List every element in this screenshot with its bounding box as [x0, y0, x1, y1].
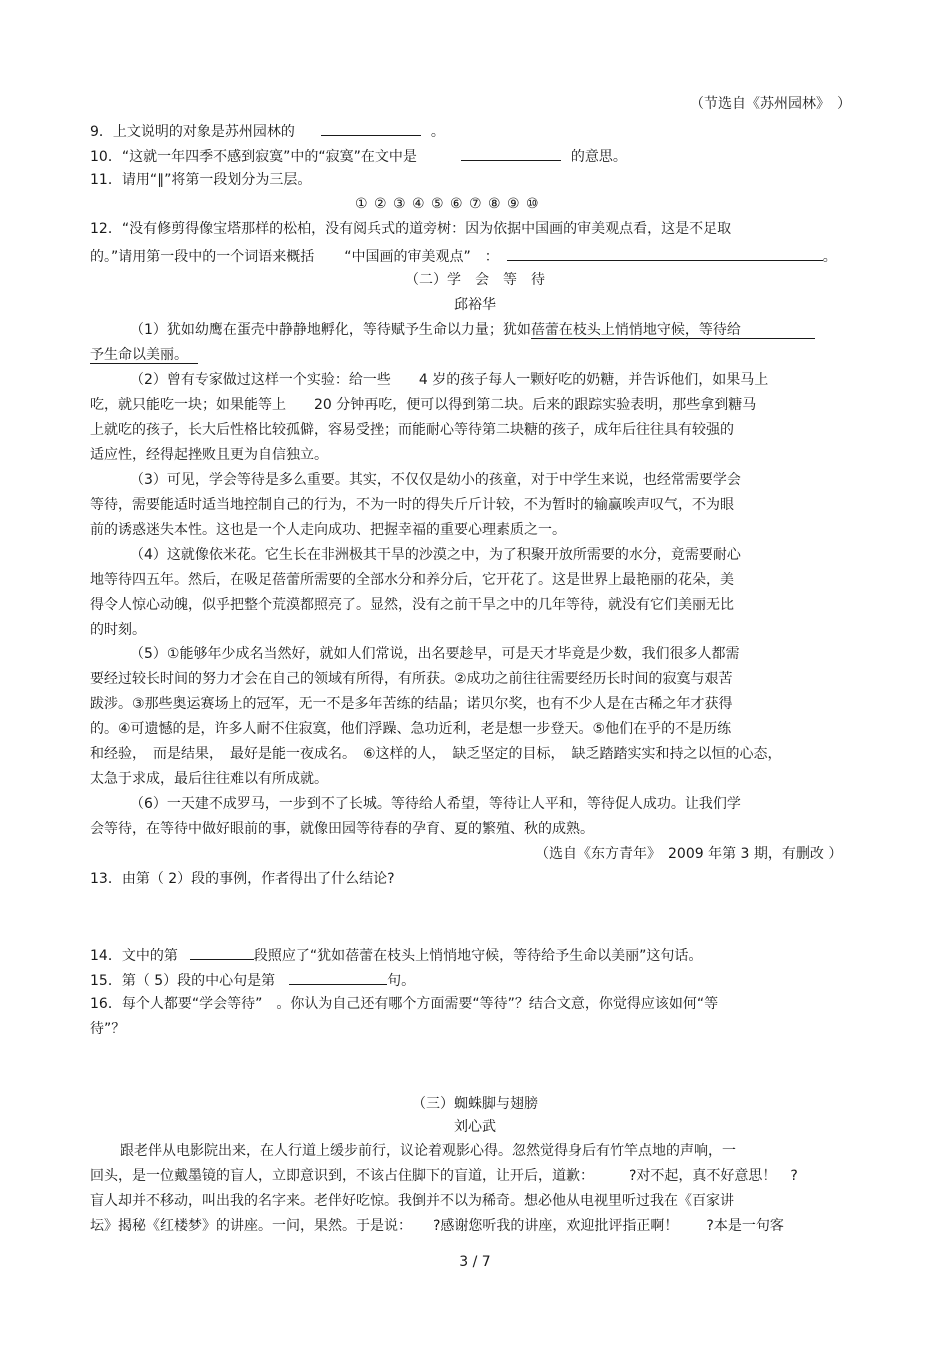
section2-paragraph-5-line1: （5）①能够年少成名当然好，就如人们常说，出名要趁早，可是天才毕竟是少数，我们很多人都需	[130, 646, 740, 662]
question-15-text: 15．第（ 5）段的中心句是第	[90, 973, 276, 989]
question-12-line2	[90, 246, 837, 266]
paragraph-1-underlined-part: 蓓蕾在枝头上悄悄地守候，等待给	[531, 322, 815, 339]
section2-paragraph-5-line6: 太急于求成，最后往往难以有所成就。	[90, 771, 328, 787]
section2-paragraph-5-line5: 和经验， 而是结果， 最好是能一夜成名。 ⑥这样的人， 缺乏坚定的目标， 缺乏踏踏实实和持之以恒的心态，	[90, 746, 782, 762]
section2-paragraph-5-line4: 的。④可遗憾的是，许多人耐不住寂寞，他们浮躁、急功近利，老是想一步登天。⑤他们在乎的不是历练	[90, 721, 732, 737]
question-14	[90, 945, 702, 965]
section2-paragraph-6-line1: （6）一天建不成罗马，一步到不了长城。等待给人希望，等待让人平和，等待促人成功。让我们学	[130, 796, 741, 812]
section2-paragraph-4-line4: 的时刻。	[90, 622, 146, 638]
answer-blank-14[interactable]	[190, 945, 254, 960]
question-12-quote: “中国画的审美观点”	[344, 249, 471, 265]
section2-paragraph-1-line2	[90, 346, 198, 364]
section2-paragraph-2-line3: 上就吃的孩子，长大后性格比较孤僻，容易受挫；而能耐心等待第二块糖的孩子，成年后往往具有较强的	[90, 422, 734, 438]
question-12-end: 。	[822, 249, 837, 265]
section2-paragraph-3-line2: 等待，需要能适时适当地控制自己的行为，不为一时的得失斤斤计较，不为暂时的输赢唉声叹气，不为眼	[90, 497, 734, 513]
page-number: 3 / 7	[459, 1254, 491, 1270]
circled-number-markers: ① ② ③ ④ ⑤ ⑥ ⑦ ⑧ ⑨ ⑩	[355, 196, 540, 212]
section3-author: 刘心武	[454, 1119, 496, 1135]
paragraph-1-underlined-end: 予生命以美丽。	[90, 347, 198, 364]
question-9-end: 。	[430, 124, 445, 140]
section2-source: （选自《东方青年》 2009 年第 3 期，有删改 ）	[535, 846, 843, 862]
section2-paragraph-5-line3: 跋涉。③那些奥运赛场上的冠军，无一不是多年苦练的结晶；诺贝尔奖，也有不少人是在古稀之年才获得	[90, 696, 733, 712]
question-16-line1: 16．每个人都要“学会等待” 。你认为自己还有哪个方面需要“等待”？结合文意，你觉得应该如何“等	[90, 996, 719, 1012]
section3-line2: 回头，是一位戴墨镜的盲人，立即意识到，不该占住脚下的盲道，让开后，道歉： ?对不起，真不好意思！ ?	[90, 1168, 798, 1184]
question-15	[90, 970, 415, 990]
answer-blank-9[interactable]	[321, 121, 421, 136]
question-13: 13．由第（ 2）段的事例，作者得出了什么结论?	[90, 871, 395, 887]
section2-paragraph-4-line3: 得令人惊心动魄，似乎把整个荒漠都照亮了。显然，没有之前干旱之中的几年等待，就没有它们美丽无比	[90, 597, 734, 613]
question-11: 11．请用“∥”将第一段划分为三层。	[90, 172, 312, 188]
section2-paragraph-4-line1: （4）这就像依米花。它生长在非洲极其干旱的沙漠之中，为了积聚开放所需要的水分，竟需要耐心	[130, 547, 741, 563]
section2-title: （二）学 会 等 待	[405, 272, 545, 288]
question-9-text: 9．上文说明的对象是苏州园林的	[90, 124, 295, 140]
paragraph-1-part-a: （1）犹如幼鹰在蛋壳中静静地孵化，等待赋予生命以力量；犹如	[130, 322, 531, 338]
question-12-colon: ：	[484, 249, 499, 265]
section2-paragraph-6-line2: 会等待，在等待中做好眼前的事，就像田园等待春的孕育、夏的繁殖、秋的成熟。	[90, 821, 594, 837]
question-16-line2: 待”？	[90, 1021, 126, 1037]
section3-title: （三）蜘蛛脚与翅膀	[412, 1096, 538, 1112]
question-15-end: 句。	[387, 973, 416, 989]
section2-paragraph-4-line2: 地等待四五年。然后，在吸足蓓蕾所需要的全部水分和养分后，它开花了。这是世界上最艳丽的花朵，美	[90, 572, 734, 588]
section2-paragraph-2-line1: （2）曾有专家做过这样一个实验：给一些 4 岁的孩子每人一颗好吃的奶糖，并告诉他们，如果马上	[130, 372, 769, 388]
section2-author: 邱裕华	[454, 297, 496, 313]
answer-blank-12[interactable]	[507, 246, 823, 261]
question-10-end: 的意思。	[570, 149, 627, 165]
question-10	[90, 146, 627, 166]
question-14-text: 14．文中的第	[90, 948, 178, 964]
question-10-text: 10．“这就一年四季不感到寂寞”中的“寂寞”在文中是	[90, 149, 417, 165]
section2-paragraph-3-line1: （3）可见，学会等待是多么重要。其实，不仅仅是幼小的孩童，对于中学生来说，也经常需要学会	[130, 472, 741, 488]
section2-paragraph-1-line1	[130, 321, 815, 339]
answer-blank-10[interactable]	[461, 146, 561, 161]
section3-line1: 跟老伴从电影院出来，在人行道上缓步前行，议论着观影心得。忽然觉得身后有竹竿点地的声响，一	[120, 1143, 736, 1159]
section2-paragraph-3-line3: 前的诱惑迷失本性。这也是一个人走向成功、把握幸福的重要心理素质之一。	[90, 522, 566, 538]
question-12-line1: 12．“没有修剪得像宝塔那样的松柏，没有阅兵式的道旁树：因为依据中国画的审美观点看，这是不足取	[90, 221, 732, 237]
section3-line4: 坛》揭秘《红楼梦》的讲座。一问，果然。于是说： ?感谢您听我的讲座，欢迎批评指正啊！ ?本是一句客	[90, 1218, 784, 1234]
answer-blank-15[interactable]	[289, 970, 387, 985]
section2-paragraph-2-line2: 吃，就只能吃一块；如果能等上 20 分钟再吃，便可以得到第二块。后来的跟踪实验表明，那些拿到糖马	[90, 397, 757, 413]
section2-paragraph-2-line4: 适应性，经得起挫败且更为自信独立。	[90, 447, 328, 463]
question-12-prompt: 的。”请用第一段中的一个词语来概括	[90, 249, 315, 265]
section3-line3: 盲人却并不移动，叫出我的名字来。老伴好吃惊。我倒并不以为稀奇。想必他从电视里听过我在《百家讲	[90, 1193, 734, 1209]
source-note-suzhou: （节选自《苏州园林》 ）	[690, 96, 851, 112]
question-14-end: 段照应了“犹如蓓蕾在枝头上悄悄地守候，等待给予生命以美丽”这句话。	[253, 948, 703, 964]
question-9	[90, 121, 445, 141]
section2-paragraph-5-line2: 要经过较长时间的努力才会在自己的领域有所得，有所获。②成功之前往往需要经历长时间的寂寞与艰苦	[90, 671, 733, 687]
